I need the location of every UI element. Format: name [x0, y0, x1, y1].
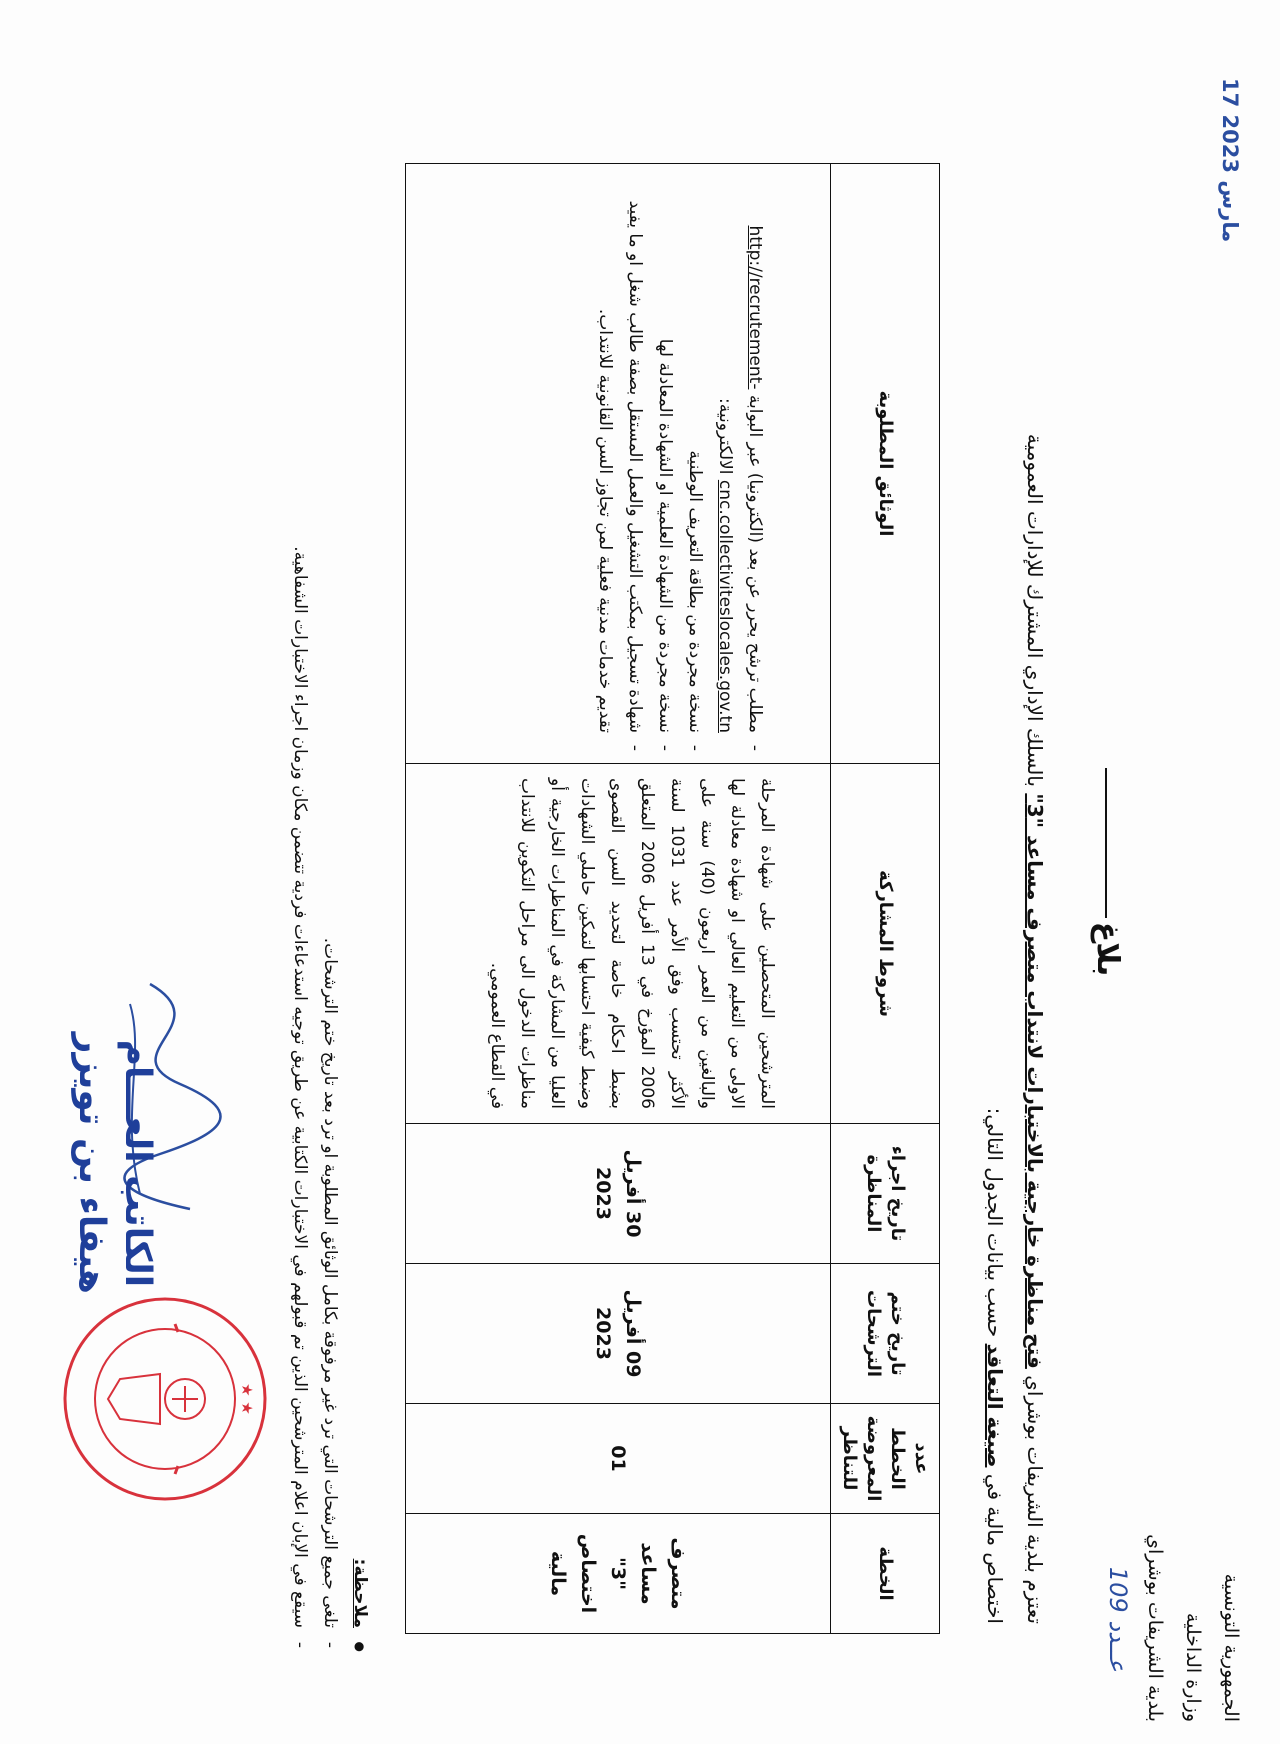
intro-part-6: حسب بيانات الجدول التالي: [983, 1107, 1007, 1338]
cell-plan: متصرف مساعد "3" اختصاص مالية [406, 1514, 831, 1634]
cell-documents [406, 164, 831, 764]
doc-application-suffix: الالكترونية: [715, 398, 735, 475]
table-row [406, 164, 831, 1634]
notes-heading-row [345, 174, 375, 1654]
header-conditions: شروط المشاركة [831, 764, 940, 1124]
announcement-intro [975, 104, 1055, 1624]
intro-part-2: فتح مناظرة خارجية بالاختبارات لانتداب متصرف مساعد "3" [1023, 793, 1047, 1369]
page-title [1090, 0, 1125, 1744]
letterhead-republic: الجمهورية التونسية [1220, 1573, 1242, 1722]
signatory-block [68, 1033, 160, 1294]
signatory-title: الكاتب العـــام [117, 1039, 158, 1288]
document-item-diploma: - نسخة مجردة من الشهادة العلمية او الشهادة المعادلة لها [650, 176, 680, 751]
competition-table [405, 163, 940, 1634]
signatory-name: هيفاء بن تويزر [71, 1032, 112, 1294]
note-item-2: - سيقع في الإبان اعلام المترشحين الذين تم قبولهم في الاختبارات الكتابية عن طريق توجيه استدعاءات فردية تتضمن مكان وزمان اجراء الاختبارات الشفاهية. [285, 174, 315, 1654]
title-text: بلاغ [1090, 921, 1125, 977]
intro-part-4: اختصاص مالية في [983, 1473, 1007, 1624]
letterhead-ministry: وزارة الداخلية [1182, 1612, 1204, 1722]
title-underline [1106, 768, 1108, 918]
document-item-application [710, 176, 770, 751]
doc-application-text: مطلب ترشح يحرر عن بعد (الكترونيا) عبر البوابة [745, 394, 765, 733]
intro-part-1: تعتزم بلدية الشريفات بوشراي [1023, 1375, 1047, 1624]
header-exam-date: تاريخ اجراء المناظرة [831, 1124, 940, 1264]
header-count: عدد الخطط المعروضة للتناظر [831, 1404, 940, 1514]
document-item-employment: - شهادة تسجيل بمكتب التشغيل والعمل المستقل بصفة طالب شغل او ما يفيد تقديم خدمات مدنية فعلية لمن تجاوز السن القانونية للانتداب. [590, 176, 650, 751]
intro-part-5: صيغة التعاقد [983, 1343, 1007, 1468]
cell-count: 01 [406, 1404, 831, 1514]
document-item-id-card: - نسخة مجردة من بطاقة التعريف الوطنية [680, 176, 710, 751]
note-item-1: - تلغى جميع الترشحات التي ترد غير مرفوقة بكامل الوثائق المطلوبة او ترد بعد تاريخ ختم الترشحات. [315, 174, 345, 1654]
official-seal-icon [60, 1294, 270, 1504]
cell-conditions: المترشحين المتحصلين على شهادة المرحلة الاولى من التعليم العالي او شهادة معادلة لها والبالغين من العمر اربعون (40) سنة على الأكثر تحتسب وفق الأمر عدد 1031 لسنة 2006 المؤرخ في 13 أفريل 2006 المتعلق بضبط احكام خاصة لتحديد السن القصوى وضبط كيفية احتسابها لتمكين حاملي الشهادات العليا من المشاركة في المناظرات الخارجية أو مناظرات الدخول الى مراحل التكوين للانتداب في القطاع العمومي. [406, 764, 831, 1124]
header-plan: الخطة [831, 1514, 940, 1634]
letterhead-municipality: بلدية الشريفات بوشراي [1144, 1534, 1166, 1722]
notes-section [285, 174, 375, 1654]
intro-part-3: بالسلك الإداري المشترك للإدارات العمومية [1023, 433, 1047, 787]
table-header-row [831, 164, 940, 1634]
portal-link[interactable]: http://recrutement-cnc.collectiviteslocales.gov.tn [715, 225, 765, 733]
cell-close-date: 09 أفريل 2023 [406, 1264, 831, 1404]
reference-number: عــدد 109 [1104, 1566, 1132, 1672]
header-close-date: تاريخ ختم الترشحات [831, 1264, 940, 1404]
header-documents: الوثائق المطلوبة [831, 164, 940, 764]
document-date: 17 مارس 2023 [1218, 78, 1242, 243]
cell-exam-date: 30 أفريل 2023 [406, 1124, 831, 1264]
notes-heading: ملاحظة: [350, 1558, 370, 1628]
letterhead [1136, 1342, 1250, 1722]
svg-text:★ ★: ★ ★ [238, 1383, 256, 1415]
